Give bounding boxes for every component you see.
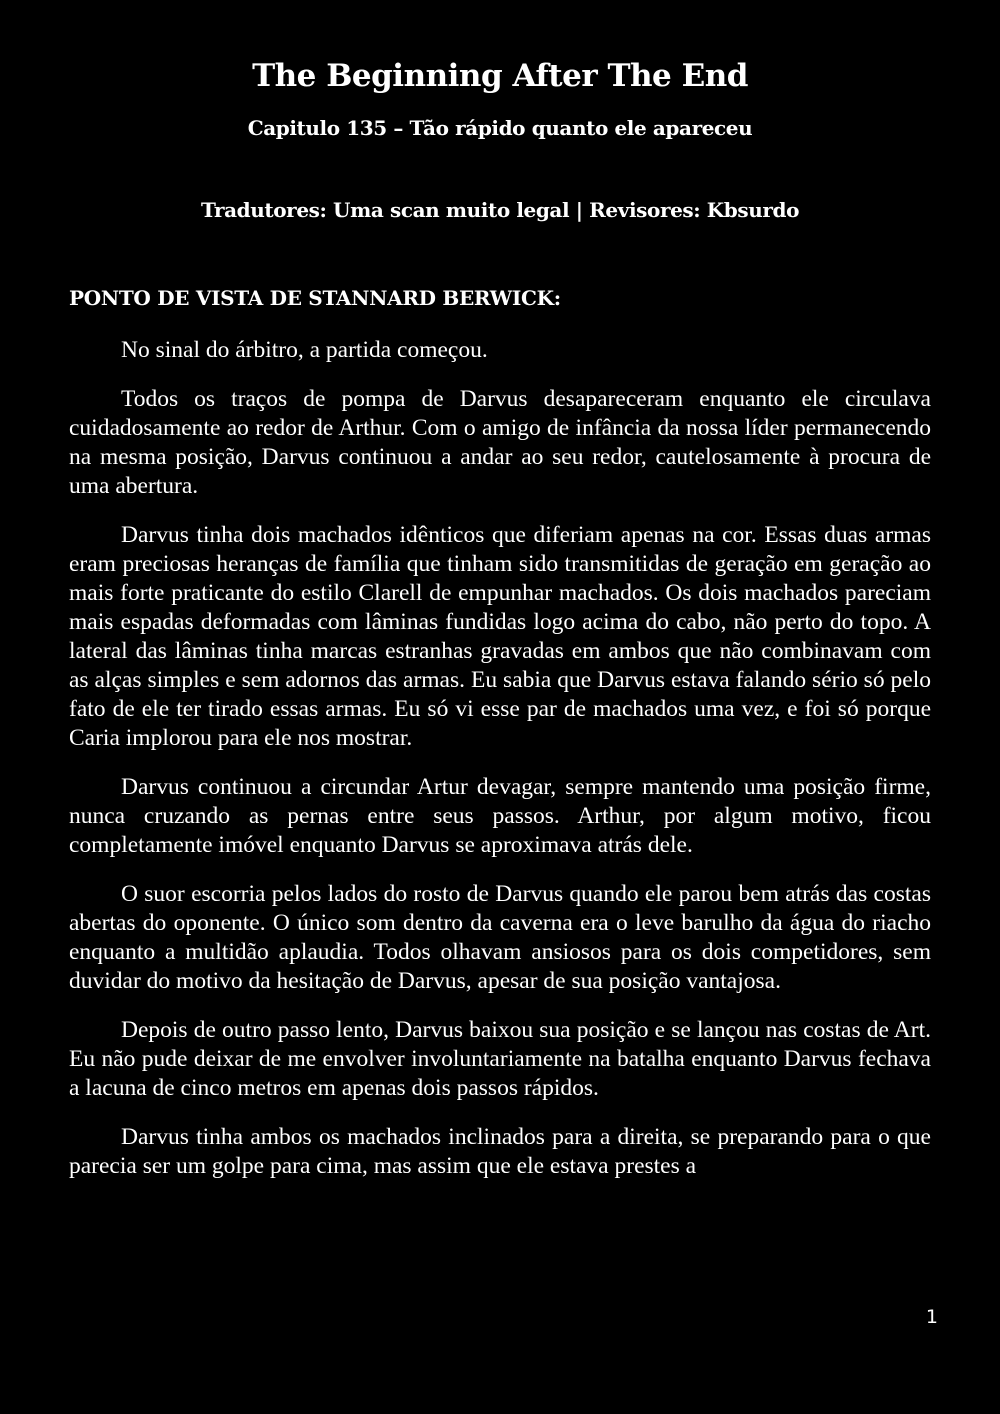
paragraph: Darvus continuou a circundar Artur devagar, sempre mantendo uma posição firme, nunca cruzando as pernas entre seus passos. Arthur, por algum motivo, ficou completamente imóvel enquanto Darvus se aproximava atrás dele. [69, 774, 931, 858]
paragraph: Todos os traços de pompa de Darvus desapareceram enquanto ele circulava cuidadosamente ao redor de Arthur. Com o amigo de infância da nossa líder permanecendo na mesma posição, Darvus continuou a andar ao seu redor, cautelosamente à procura de uma abertura. [69, 386, 931, 499]
paragraph: No sinal do árbitro, a partida começou. [121, 337, 488, 363]
paragraph: Darvus tinha dois machados idênticos que diferiam apenas na cor. Essas duas armas eram preciosas heranças de família que tinham sido transmitidas de geração em geração ao mais forte praticante do estilo Clarell de empunhar machados. Os dois machados pareciam mais espadas deformadas com lâminas fundidas logo acima do cabo, não perto do topo. A lateral das lâminas tinha marcas estranhas gravadas em ambos que não combinavam com as alças simples e sem adornos das armas. Eu sabia que Darvus estava falando sério só pelo fato de ele ter tirado essas armas. Eu só vi esse par de machados uma vez, e foi só porque Caria implorou para ele nos mostrar. [69, 522, 931, 751]
page-number: 1 [925, 1306, 938, 1328]
document-title: The Beginning After The End [252, 58, 748, 94]
paragraph: O suor escorria pelos lados do rosto de Darvus quando ele parou bem atrás das costas abertas do oponente. O único som dentro da caverna era o leve barulho da água do riacho enquanto a multidão aplaudia. Todos olhavam ansiosos para os dois competidores, sem duvidar do motivo da hesitação de Darvus, apesar de sua posição vantajosa. [69, 881, 931, 994]
paragraph: Darvus tinha ambos os machados inclinados para a direita, se preparando para o que parecia ser um golpe para cima, mas assim que ele estava prestes a [69, 1124, 931, 1179]
credits-line: Tradutores: Uma scan muito legal | Revisores: Kbsurdo [200, 198, 800, 222]
paragraph: Depois de outro passo lento, Darvus baixou sua posição e se lançou nas costas de Art. Eu não pude deixar de me envolver involuntariamente na batalha enquanto Darvus fechava a lacuna de cinco metros em apenas dois passos rápidos. [69, 1017, 931, 1101]
pov-heading: PONTO DE VISTA DE STANNARD BERWICK: [69, 286, 561, 310]
chapter-heading: Capitulo 135 – Tão rápido quanto ele apareceu [247, 116, 753, 140]
body-text [69, 336, 931, 1201]
